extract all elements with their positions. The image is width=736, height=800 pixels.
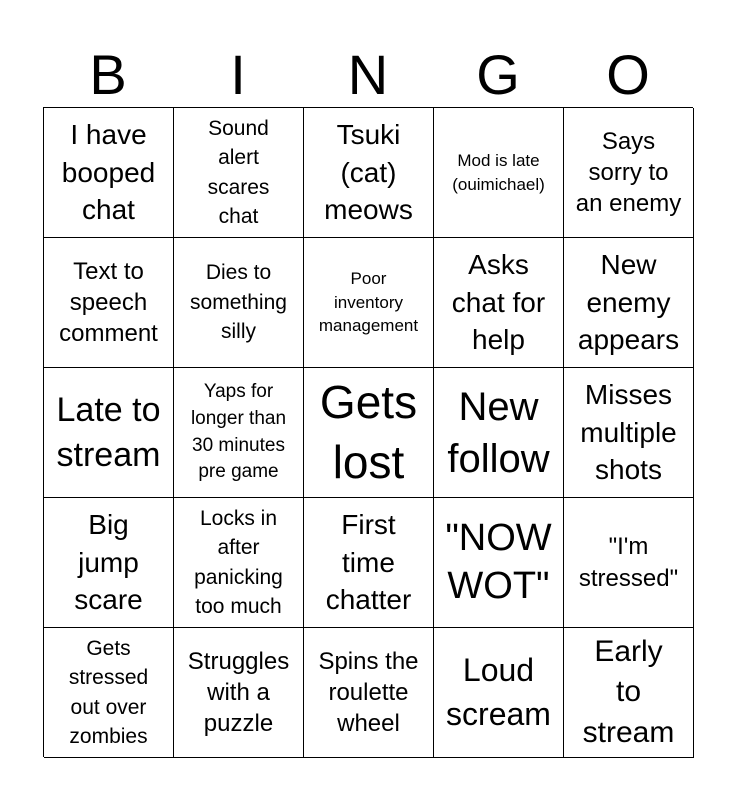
bingo-cell[interactable] [44,368,174,498]
cell-text: Misses multiple shots [580,378,677,486]
bingo-cell[interactable] [174,108,304,238]
header-letter-n: N [347,43,389,106]
cell-text: Late to stream [56,391,161,474]
bingo-cell[interactable] [174,368,304,498]
bingo-cell[interactable] [304,628,434,758]
bingo-cell[interactable] [174,238,304,368]
header-letter-g: G [476,43,520,106]
header-letter-o: O [606,43,650,106]
header-letter-i: I [230,43,246,106]
bingo-cell[interactable] [174,498,304,628]
cell-text: New enemy appears [577,248,680,356]
bingo-cell[interactable] [304,498,434,628]
cell-text: Mod is late (ouimichael) [452,150,545,194]
header-letter-b: B [89,43,127,106]
bingo-cell[interactable] [434,498,564,628]
bingo-cell[interactable] [434,108,564,238]
bingo-cell[interactable] [304,238,434,368]
bingo-cell[interactable] [304,368,434,498]
cell-text: Gets lost [319,375,418,488]
bingo-board [43,107,693,757]
bingo-cell[interactable] [44,628,174,758]
bingo-cell[interactable] [44,108,174,238]
bingo-cell[interactable] [564,628,694,758]
cell-text: I have booped chat [61,118,156,226]
cell-text: Locks in after panicking too much [194,506,283,618]
bingo-cell[interactable] [44,238,174,368]
bingo-cell[interactable] [174,628,304,758]
cell-text: Loud scream [446,652,551,732]
cell-text: "NOW WOT" [445,517,552,607]
bingo-cell[interactable] [564,238,694,368]
cell-text: Gets stressed out over zombies [68,636,149,748]
cell-text: "I'm stressed" [578,533,679,592]
cell-text: Sound alert scares chat [207,116,270,228]
cell-text: Dies to something silly [190,261,287,344]
cell-text: Struggles with a puzzle [187,647,290,738]
cell-text: Poor inventory management [318,268,419,336]
cell-text: Early to stream [582,634,675,749]
bingo-cell[interactable] [564,368,694,498]
bingo-cell[interactable] [564,108,694,238]
bingo-header [43,44,693,106]
cell-text: Tsuki (cat) meows [324,118,413,226]
cell-text: Spins the roulette wheel [318,647,419,738]
cell-text: Asks chat for help [451,248,546,356]
cell-text: Big jump scare [74,508,143,616]
bingo-cell[interactable] [434,628,564,758]
bingo-cell[interactable] [434,238,564,368]
cell-text: New follow [447,384,550,481]
cell-text: First time chatter [325,508,412,616]
cell-text: Says sorry to an enemy [575,127,682,218]
cell-text: Yaps for longer than 30 minutes pre game [190,381,287,483]
bingo-cell[interactable] [564,498,694,628]
bingo-cell[interactable] [44,498,174,628]
bingo-cell[interactable] [434,368,564,498]
bingo-cell[interactable] [304,108,434,238]
cell-text: Text to speech comment [59,257,158,348]
